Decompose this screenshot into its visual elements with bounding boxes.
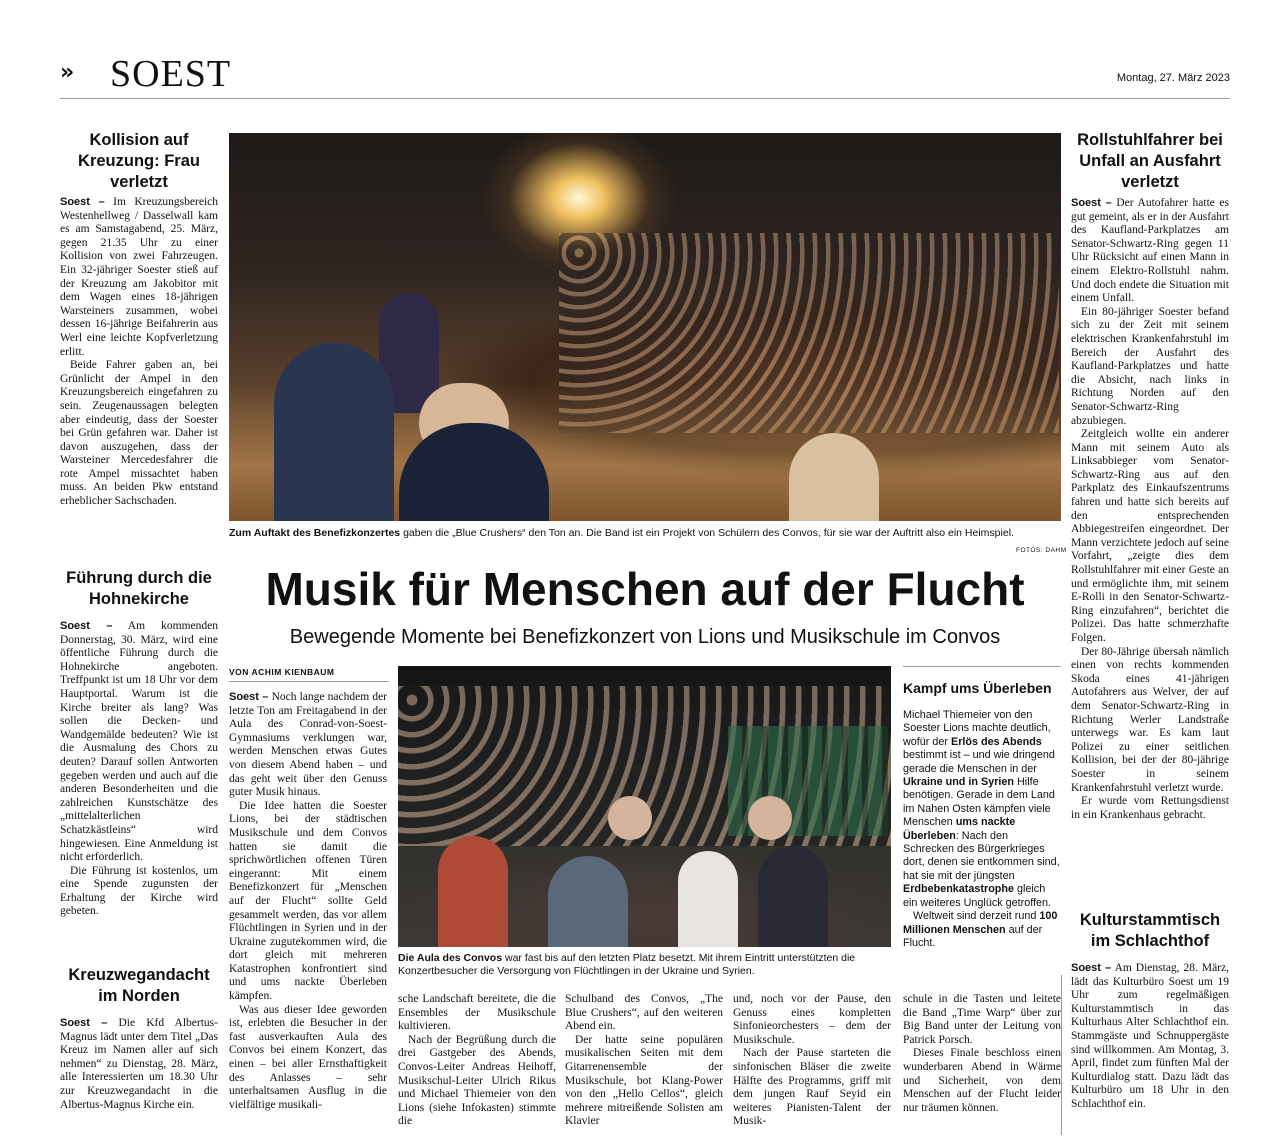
article-paragraph: schule in die Tasten und leitete die Band „Time Warp“ über zur Big Band unter der Leitung von Patrick Porsch. bbox=[903, 993, 1061, 1046]
byline: VON ACHIM KIENBAUM bbox=[229, 667, 389, 682]
section-arrows-icon: » bbox=[60, 60, 75, 85]
article-title: Rollstuhlfahrer bei Unfall an Ausfahrt verletzt bbox=[1077, 131, 1223, 191]
article-title: Kollision auf Kreuzung: Frau verletzt bbox=[78, 131, 200, 191]
infobox-highlight: ums nackte Überleben bbox=[903, 816, 1016, 842]
caption-text: war fast bis auf den letzten Platz besetzt. Mit ihrem Eintritt unterstützten die Konzertbesucher die Versorgung von Flüchtlingen in der Ukraine und Syrien. bbox=[398, 952, 856, 977]
article-title: Führung durch die Hohnekirche bbox=[66, 569, 212, 608]
issue-date: Montag, 27. März 2023 bbox=[1116, 72, 1230, 84]
main-article-col2 bbox=[398, 993, 556, 1129]
article-paragraph: Der 80-Jährige übersah nämlich einen von rechts kommenden Skoda eines 41-jährigen Autofahrers aus Welver, der auf dem Senator-Schwartz-Ring in Richtung Werler Landstraße unterwegs war. Es kam laut Polizei zu einer seitlichen Kollision, bei der der 80-jährige Soester in seinem Krankenfahrstuhl verletzt wurde. bbox=[1071, 645, 1229, 794]
infobox-text: auf der Flucht. bbox=[903, 923, 1043, 949]
infobox-highlight: Ukraine und in Syrien bbox=[903, 776, 1014, 789]
section-title: SOEST bbox=[110, 53, 232, 95]
article-paragraph: Zeitgleich wollte ein anderer Mann mit seinem Auto als Linksabbieger vom Senator-Schwartz-Ring aus auf den Parkplatz des Einkaufszentrums fahren und hatte sich bereits auf den entsprechenden Abbiegestreifen eingeordnet. Der Mann verzichtete jedoch auf seine Vorfahrt, „zeigte dies dem Rollstuhlfahrer mit einer Geste an und ermöglichte ihm, mit seinem E-Rolli in den Senator-Schwartz-Ring einzufahren“, berichtet die Polizei. Das hatte schmerzhafte Folgen. bbox=[1071, 428, 1229, 644]
article-paragraph: Am Dienstag, 28. März, lädt das Kulturbüro Soest um 19 Uhr zum regelmäßigen Kulturstammtisch in das Kulturhaus Alter Schlachthof ein. Stammgäste und Schnuppergäste sind willkommen. Am Montag, 3. April, findet zum fünften Mal der Kulturdialog statt. Dazu lädt das Kulturbüro um 18 Uhr in den Schlachthof ein. bbox=[1071, 962, 1229, 1110]
article-title: Kulturstammtisch im Schlachthof bbox=[1079, 911, 1221, 950]
photo-caption bbox=[229, 527, 1061, 540]
right-article-kulturstammtisch bbox=[1071, 910, 1229, 1112]
article-kicker: Soest – bbox=[1071, 962, 1112, 974]
article-kicker: Soest – bbox=[1071, 197, 1112, 209]
main-article-col3 bbox=[565, 993, 723, 1129]
article-paragraph: sche Landschaft bereitete, die die Ensembles der Musikschule kultivieren. bbox=[398, 993, 556, 1033]
left-article-kollision bbox=[60, 130, 218, 509]
left-article-fuehrung bbox=[60, 568, 218, 919]
infobox-kampf bbox=[903, 666, 1061, 950]
infobox-text: Hilfe benötigen. Gerade in dem Land im Nahen Osten kämpfen viele Menschen bbox=[903, 776, 1055, 829]
photo-caption bbox=[398, 952, 891, 978]
infobox-highlight: 100 Millionen Menschen bbox=[903, 910, 1058, 936]
photo-credit: FOTOS: DAHM bbox=[1016, 547, 1067, 554]
article-paragraph: Im Kreuzungsbereich Westenhellweg / Dasselwall kam es am Samstagabend, 25. März, gegen 21.35 Uhr zu einer Kollision von zwei Fahrzeugen. Ein 32-jähriger Soester stieß auf der Kreuzung am Jakobitor mit dem Wagen eines 18-jährigen Warsteiners zusammen, wobei dessen 16-jährige Beifahrerin aus Werl eine leichte Kopfverletzung erlitt. bbox=[60, 196, 218, 358]
article-paragraph: Schulband des Convos, „The Blue Crushers“, auf den weiteren Abend ein. bbox=[565, 993, 723, 1033]
article-kicker: Soest – bbox=[60, 196, 105, 208]
article-paragraph: Die Kfd Albertus-Magnus lädt unter dem Titel „Das Kreuz im Namen aller auf sich nehmen“ zu Dienstag, 28. März, alle Interessierten um 18.30 Uhr zur Kreuzwegandacht in die Albertus-Magnus Kirche ein. bbox=[60, 1017, 218, 1111]
infobox-text: bestimmt ist – und wie dringend gerade die Menschen in der bbox=[903, 749, 1055, 775]
caption-text: gaben die „Blue Crushers“ den Ton an. Die Band ist ein Projekt von Schülern des Convos, für sie war der Auftritt also ein Heimspiel. bbox=[400, 527, 1014, 539]
infobox-text: Weltweit sind derzeit rund bbox=[913, 910, 1040, 923]
infobox-highlight: Erdbebenkatastrophe bbox=[903, 883, 1014, 896]
concert-stage-photo bbox=[229, 133, 1061, 521]
article-paragraph: Noch lange nachdem der letzte Ton am Freitagabend in der Aula des Conrad-von-Soest-Gymnasiums verklungen war, werden Menschen etwas Gutes von diesem Abend haben – und das geht weit über den Genuss guter Musik hinaus. bbox=[229, 691, 387, 799]
article-paragraph: Ein 80-jähriger Soester befand sich zu der Zeit mit seinem elektrischen Krankenfahrstuhl im Bereich der Ausfahrt des Kaufland-Parkplatzes und hatte die Absicht, nach links in Richtung Norden auf den Senator-Schwartz-Ring abzubiegen. bbox=[1071, 305, 1229, 427]
article-paragraph: Nach der Pause starteten die sinfonischen Bläser die zweite Hälfte des Programms, griff mit dem jungen Rauf Seyid ein weiteres Pianisten-Talent der Musik- bbox=[733, 1047, 891, 1128]
article-title: Kreuzwegandacht im Norden bbox=[68, 966, 210, 1005]
main-subheadline: Bewegende Momente bei Benefizkonzert von Lions und Musikschule im Convos bbox=[289, 626, 1001, 648]
article-paragraph: Er wurde vom Rettungsdienst in ein Krankenhaus gebracht. bbox=[1071, 795, 1229, 821]
article-paragraph: Was aus dieser Idee geworden ist, erlebten die Besucher in der fast ausverkauften Aula des Convos bei einem Konzert, das einen – bei aller Ernsthaftigkeit des Anlasses – sehr unterhaltsamen Ausflug in die vielfältige musikali- bbox=[229, 1003, 387, 1111]
main-article-col5 bbox=[903, 993, 1061, 1115]
article-paragraph: und, noch vor der Pause, den Genuss eines kompletten Sinfonieorchesters – dem der Musikschule. bbox=[733, 993, 891, 1046]
infobox-text: Michael Thiemeier von den Soester Lions machte deutlich, wofür der bbox=[903, 709, 1051, 748]
infobox-highlight: Erlös des Abends bbox=[951, 735, 1042, 748]
right-article-rollstuhl bbox=[1071, 130, 1229, 822]
caption-lead: Die Aula des Convos bbox=[398, 952, 503, 964]
infobox-text: : Nach den Schrecken des Bürgerkrieges dort, denen sie entkommen sind, hat sie mit der jüngsten bbox=[903, 829, 1060, 882]
article-paragraph: Nach der Begrüßung durch die drei Gastgeber des Abends, Convos-Leiter Andreas Heihoff, Musikschul-Leiter Ulrich Rikus und Michael Thiemeier von den Lions (siehe Infokasten) stimmte die bbox=[398, 1033, 556, 1128]
column-divider bbox=[1061, 975, 1062, 1135]
infobox-title: Kampf ums Überleben bbox=[903, 680, 1052, 696]
infobox-text: gleich ein weiteres Unglück getroffen. bbox=[903, 883, 1052, 909]
article-paragraph: Am kommenden Donnerstag, 30. März, wird eine öffentliche Führung durch die Hohnekirche angeboten. Treffpunkt ist um 18 Uhr vor dem Hauptportal. Warum ist die Kirche breiter als lang? Was sollen die Decken- und Wandgemälde bedeuten? Wie ist die Ausmalung des Chors zu deuten? Darauf sollen Antworten gegeben werden und auch auf die anderen Besonderheiten und die zahlreichen Kunstschätze des „mittelalterlichen Schatzkästleins“ wird hingewiesen. Eine Anmeldung ist nicht erforderlich. bbox=[60, 620, 218, 864]
masthead bbox=[60, 52, 1230, 99]
article-kicker: Soest – bbox=[229, 691, 269, 703]
article-paragraph: Der hatte seine populären musikalischen Seiten mit dem Gitarrenensemble der Musikschule, bot Klang-Power von den „Hello Cellos“, gleich mehrere mitreißende Solisten am Klavier bbox=[565, 1033, 723, 1128]
left-article-kreuzweg bbox=[60, 965, 218, 1112]
main-headline: Musik für Menschen auf der Flucht bbox=[265, 563, 1025, 615]
article-paragraph: Beide Fahrer gaben an, bei Grünlicht der Ampel in den Kreuzungsbereich eingefahren zu sein. Zeugenaussagen belegten aber eindeutig, dass der Soester bei Grün gefahren war. Daher ist davon auszugehen, dass der Warsteiner Mercedesfahrer die rote Ampel missachtet haben muss. An beiden Pkw entstand erheblicher Sachschaden. bbox=[60, 359, 218, 508]
article-paragraph: Die Führung ist kostenlos, um eine Spende zugunsten der Erhaltung der Kirche wird gebeten. bbox=[60, 864, 218, 918]
article-kicker: Soest – bbox=[60, 1017, 108, 1029]
main-article-col4 bbox=[733, 993, 891, 1129]
main-article-col1 bbox=[229, 691, 387, 1112]
audience-photo bbox=[398, 666, 891, 947]
caption-lead: Zum Auftakt des Benefizkonzertes bbox=[229, 527, 401, 539]
article-paragraph: Die Idee hatten die Soester Lions, bei der städtischen Musikschule und dem Convos hatten sie damit die sprichwörtlichen offenen Türen eingerannt: Mit einem Benefizkonzert für „Menschen auf der Flucht“ sollte Geld gesammelt werden, das vor allem Flüchtlingen in Syrien und in der Ukraine zugutekommen wird, die dort gleich mit mehreren Katastrophen konfrontiert sind und ums nackte Überleben kämpfen. bbox=[229, 799, 387, 1003]
article-paragraph: Dieses Finale beschloss einen wunderbaren Abend in Wärme und Sicherheit, von dem Menschen auf der Flucht leider nur träumen können. bbox=[903, 1047, 1061, 1114]
article-kicker: Soest – bbox=[60, 620, 113, 632]
article-paragraph: Der Autofahrer hatte es gut gemeint, als er in der Ausfahrt des Kaufland-Parkplatzes am Senator-Schwartz-Ring gegen 11 Uhr Rücksicht auf einen Mann in einem Elektro-Rollstuhl nahm. Und doch endete die Situation mit einem Unfall. bbox=[1071, 197, 1230, 305]
